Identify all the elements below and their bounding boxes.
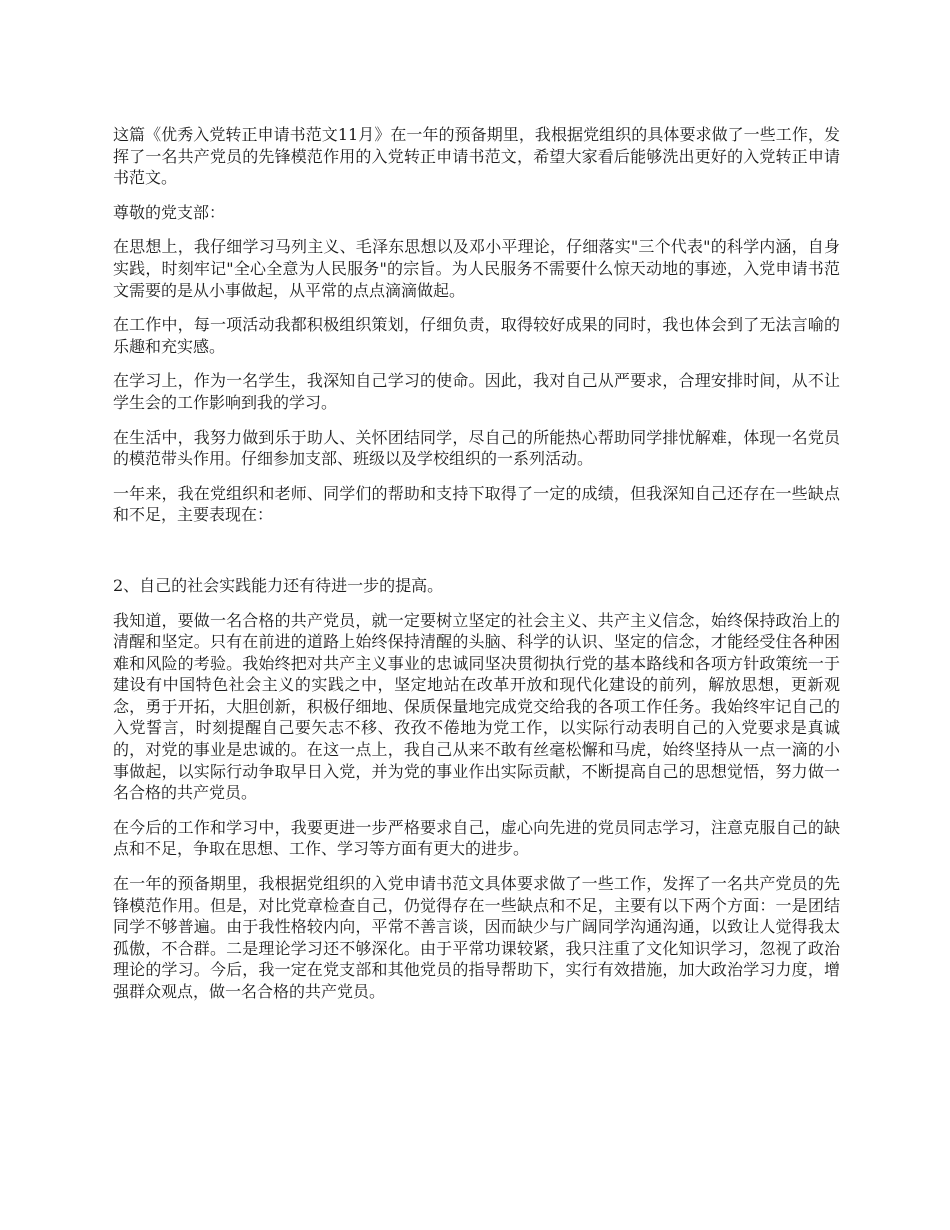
list-item-2: 2、自己的社会实践能力还有待进一步的提高。 bbox=[113, 575, 444, 595]
paragraph-work: 在工作中，每一项活动我都积极组织策划，仔细负责，取得较好成果的同时，我也体会到了无法言喻的乐趣和充实感。 bbox=[113, 315, 840, 356]
paragraph-study: 在学习上，作为一名学生，我深知自己学习的使命。因此，我对自己从严要求，合理安排时间，从不让学生会的工作影响到我的学习。 bbox=[113, 371, 840, 412]
salutation: 尊敬的党支部： bbox=[113, 202, 226, 222]
paragraph-thought: 在思想上，我仔细学习马列主义、毛泽东思想以及邓小平理论，仔细落实"三个代表"的科学内涵，自身实践，时刻牢记"全心全意为人民服务"的宗旨。为人民服务不需要什么惊天动地的事迹，入党申请书范文需要的是从小事做起，从平常的点点滴滴做起。 bbox=[113, 237, 840, 300]
paragraph-summary: 一年来，我在党组织和老师、同学们的帮助和支持下取得了一定的成绩，但我深知自己还存在一些缺点和不足，主要表现在： bbox=[113, 483, 840, 525]
paragraph-commitment: 我知道，要做一名合格的共产党员，就一定要树立坚定的社会主义、共产主义信念，始终保持政治上的清醒和坚定。只有在前进的道路上始终保持清醒的头脑、科学的认识、坚定的信念，才能经受住各种困难和风险的考验。我始终把对共产主义事业的忠诚同坚决贯彻执行党的基本路线和各项方针政策统一于建设有中国特色社会主义的实践之中，坚定地站在改革开放和现代化建设的前列，解放思想，更新观念，勇于开拓，大胆创新，积极仔细地、保质保量地完成党交给我的各项工作任务。我始终牢记自己的入党誓言，时刻提醒自己要矢志不移、孜孜不倦地为党工作，以实际行动表明自己的入党要求是真诚的，对党的事业是忠诚的。在这一点上，我自己从来不敢有丝毫松懈和马虎，始终坚持从一点一滴的小事做起，以实际行动争取早日入党，并为党的事业作出实际贡献，不断提高自己的思想觉悟，努力做一名合格的共产党员。 bbox=[113, 610, 840, 803]
paragraph-shortcomings: 在一年的预备期里，我根据党组织的入党申请书范文具体要求做了一些工作，发挥了一名共产党员的先锋模范作用。但是，对比党章检查自己，仍觉得存在一些缺点和不足，主要有以下两个方面：一是团结同学不够普遍。由于我性格较内向，平常不善言谈，因而缺少与广阔同学沟通沟通，以致让人觉得我太孤傲，不合群。二是理论学习还不够深化。由于平常功课较紧，我只注重了文化知识学习，忽视了政治理论的学习。今后，我一定在党支部和其他党员的指导帮助下，实行有效措施，加大政治学习力度，增强群众观点，做一名合格的共产党员。 bbox=[113, 874, 840, 1001]
intro-paragraph: 这篇《优秀入党转正申请书范文11月》在一年的预备期里，我根据党组织的具体要求做了一些工作，发挥了一名共产党员的先锋模范作用的入党转正申请书范文，希望大家看后能够洗出更好的入党转正申请书范文。 bbox=[113, 125, 840, 188]
paragraph-future: 在今后的工作和学习中，我要更进一步严格要求自己，虚心向先进的党员同志学习，注意克服自己的缺点和不足，争取在思想、工作、学习等方面有更大的进步。 bbox=[113, 817, 840, 859]
document-body bbox=[113, 124, 840, 1016]
paragraph-life: 在生活中，我努力做到乐于助人、关怀团结同学，尽自己的所能热心帮助同学排忧解难，体现一名党员的模范带头作用。仔细参加支部、班级以及学校组织的一系列活动。 bbox=[113, 427, 840, 469]
